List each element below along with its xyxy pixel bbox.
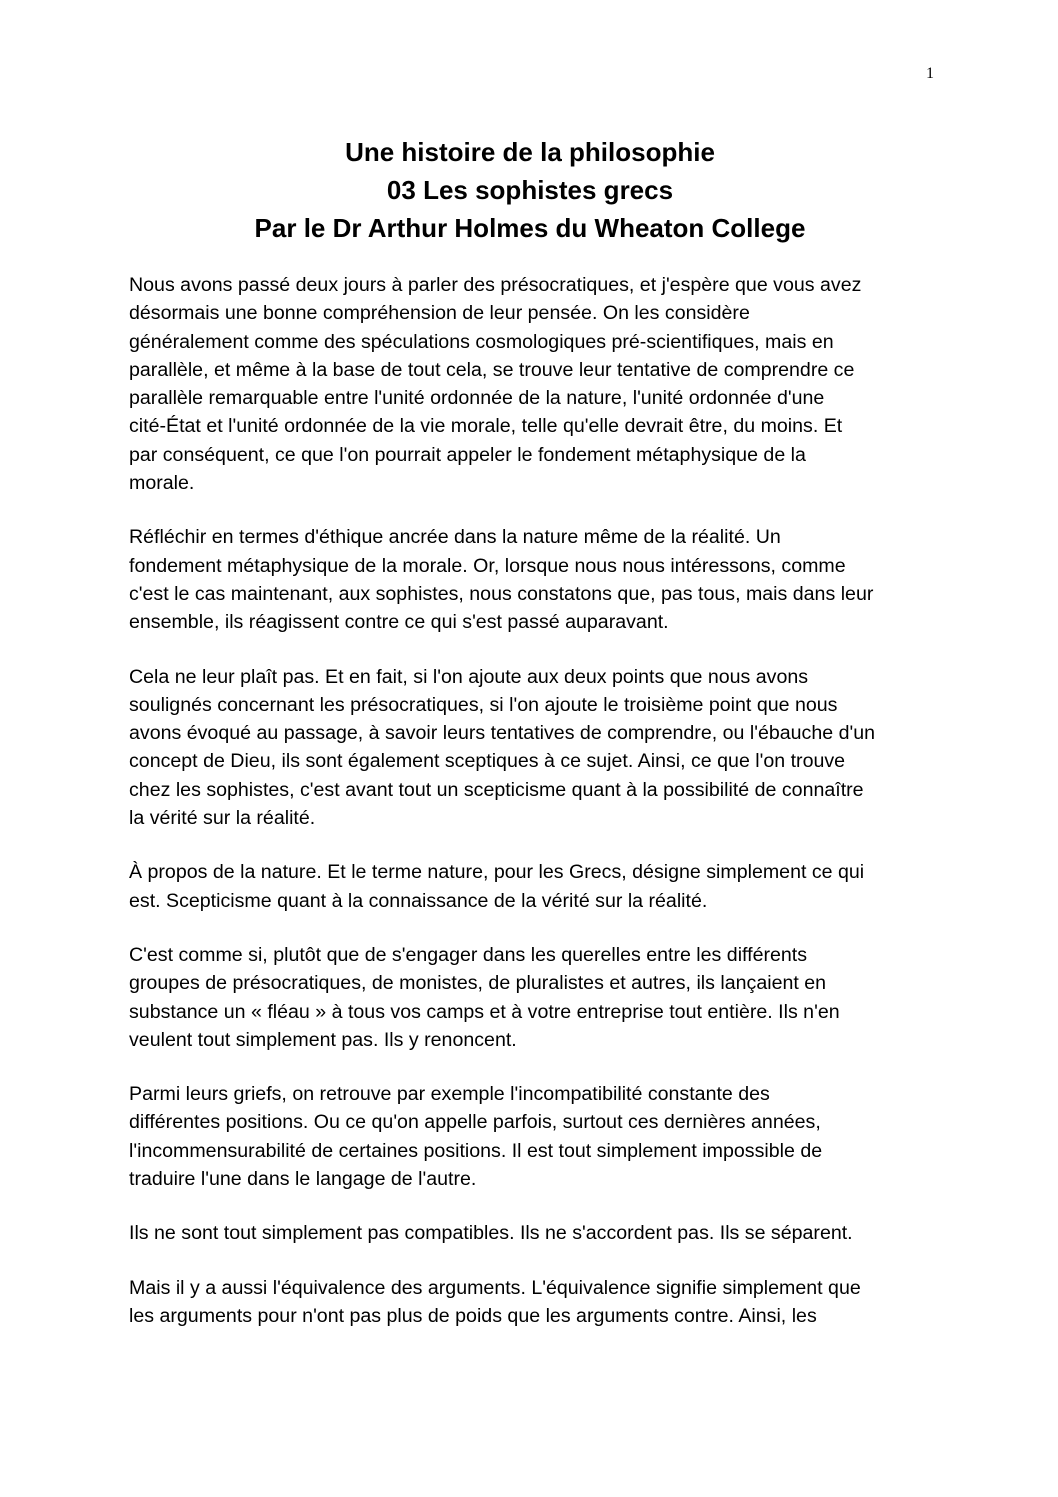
text-line: chez les sophistes, c'est avant tout un scepticisme quant à la possibilité de connaître bbox=[129, 778, 864, 801]
text-line: concept de Dieu, ils sont également sceptiques à ce sujet. Ainsi, ce que l'on trouve bbox=[129, 750, 846, 773]
paragraph-5 bbox=[129, 941, 934, 1054]
paragraph-7 bbox=[129, 1219, 934, 1247]
paragraph-4 bbox=[129, 858, 934, 915]
paragraph-8 bbox=[129, 1274, 934, 1331]
text-line: désormais une bonne compréhension de leur pensée. On les considère bbox=[129, 302, 750, 325]
text-line: l'incommensurabilité de certaines positions. Il est tout simplement impossible de bbox=[129, 1139, 823, 1162]
document-title bbox=[130, 133, 930, 247]
text-line: cité-État et l'unité ordonnée de la vie morale, telle qu'elle devrait être, du moins. Et bbox=[129, 415, 843, 438]
title-line-series: Une histoire de la philosophie bbox=[345, 137, 715, 167]
text-line: traduire l'une dans le langage de l'autre. bbox=[129, 1168, 477, 1191]
text-line: À propos de la nature. Et le terme nature, pour les Grecs, désigne simplement ce qui bbox=[129, 861, 865, 884]
text-line: substance un « fléau » à tous vos camps et à votre entreprise tout entière. Ils n'en bbox=[129, 1000, 840, 1023]
paragraph-3 bbox=[129, 663, 934, 833]
text-line: parallèle, et même à la base de tout cela, se trouve leur tentative de comprendre ce bbox=[129, 358, 855, 381]
text-line: parallèle remarquable entre l'unité ordonnée de la nature, l'unité ordonnée d'une bbox=[129, 387, 825, 410]
title-line-author: Par le Dr Arthur Holmes du Wheaton College bbox=[254, 213, 806, 243]
text-line: Réfléchir en termes d'éthique ancrée dans la nature même de la réalité. Un bbox=[129, 526, 781, 549]
text-line: la vérité sur la réalité. bbox=[129, 807, 316, 830]
text-line: c'est le cas maintenant, aux sophistes, nous constatons que, pas tous, mais dans leur bbox=[129, 582, 874, 605]
paragraph-2 bbox=[129, 523, 934, 636]
page-number: 1 bbox=[926, 65, 934, 82]
text-line: fondement métaphysique de la morale. Or, lorsque nous nous intéressons, comme bbox=[129, 554, 846, 577]
text-line: les arguments pour n'ont pas plus de poids que les arguments contre. Ainsi, les bbox=[129, 1304, 817, 1327]
text-line: avons évoqué au passage, à savoir leurs tentatives de comprendre, ou l'ébauche d'un bbox=[129, 722, 875, 745]
text-line: Cela ne leur plaît pas. Et en fait, si l'on ajoute aux deux points que nous avons bbox=[129, 665, 809, 688]
text-line: Ils ne sont tout simplement pas compatibles. Ils ne s'accordent pas. Ils se séparent. bbox=[129, 1222, 853, 1245]
text-line: généralement comme des spéculations cosmologiques pré-scientifiques, mais en bbox=[129, 330, 834, 353]
text-line: est. Scepticisme quant à la connaissance de la vérité sur la réalité. bbox=[129, 889, 708, 912]
title-line-lecture: 03 Les sophistes grecs bbox=[386, 175, 674, 205]
text-line: veulent tout simplement pas. Ils y renoncent. bbox=[129, 1028, 517, 1051]
document-body bbox=[129, 271, 934, 1356]
text-line: morale. bbox=[129, 472, 195, 495]
text-line: groupes de présocratiques, de monistes, de pluralistes et autres, ils lançaient en bbox=[129, 972, 827, 995]
text-line: différentes positions. Ou ce qu'on appelle parfois, surtout ces dernières années, bbox=[129, 1111, 821, 1134]
paragraph-1 bbox=[129, 271, 934, 497]
text-line: soulignés concernant les présocratiques, si l'on ajoute le troisième point que nous bbox=[129, 693, 838, 716]
text-line: Mais il y a aussi l'équivalence des arguments. L'équivalence signifie simplement que bbox=[129, 1276, 861, 1299]
text-line: ensemble, ils réagissent contre ce qui s'est passé auparavant. bbox=[129, 611, 669, 634]
text-line: par conséquent, ce que l'on pourrait appeler le fondement métaphysique de la bbox=[129, 443, 806, 466]
text-line: Nous avons passé deux jours à parler des présocratiques, et j'espère que vous avez bbox=[129, 274, 862, 296]
paragraph-6 bbox=[129, 1080, 934, 1193]
text-line: Parmi leurs griefs, on retrouve par exemple l'incompatibilité constante des bbox=[129, 1083, 770, 1106]
text-line: C'est comme si, plutôt que de s'engager dans les querelles entre les différents bbox=[129, 943, 808, 966]
